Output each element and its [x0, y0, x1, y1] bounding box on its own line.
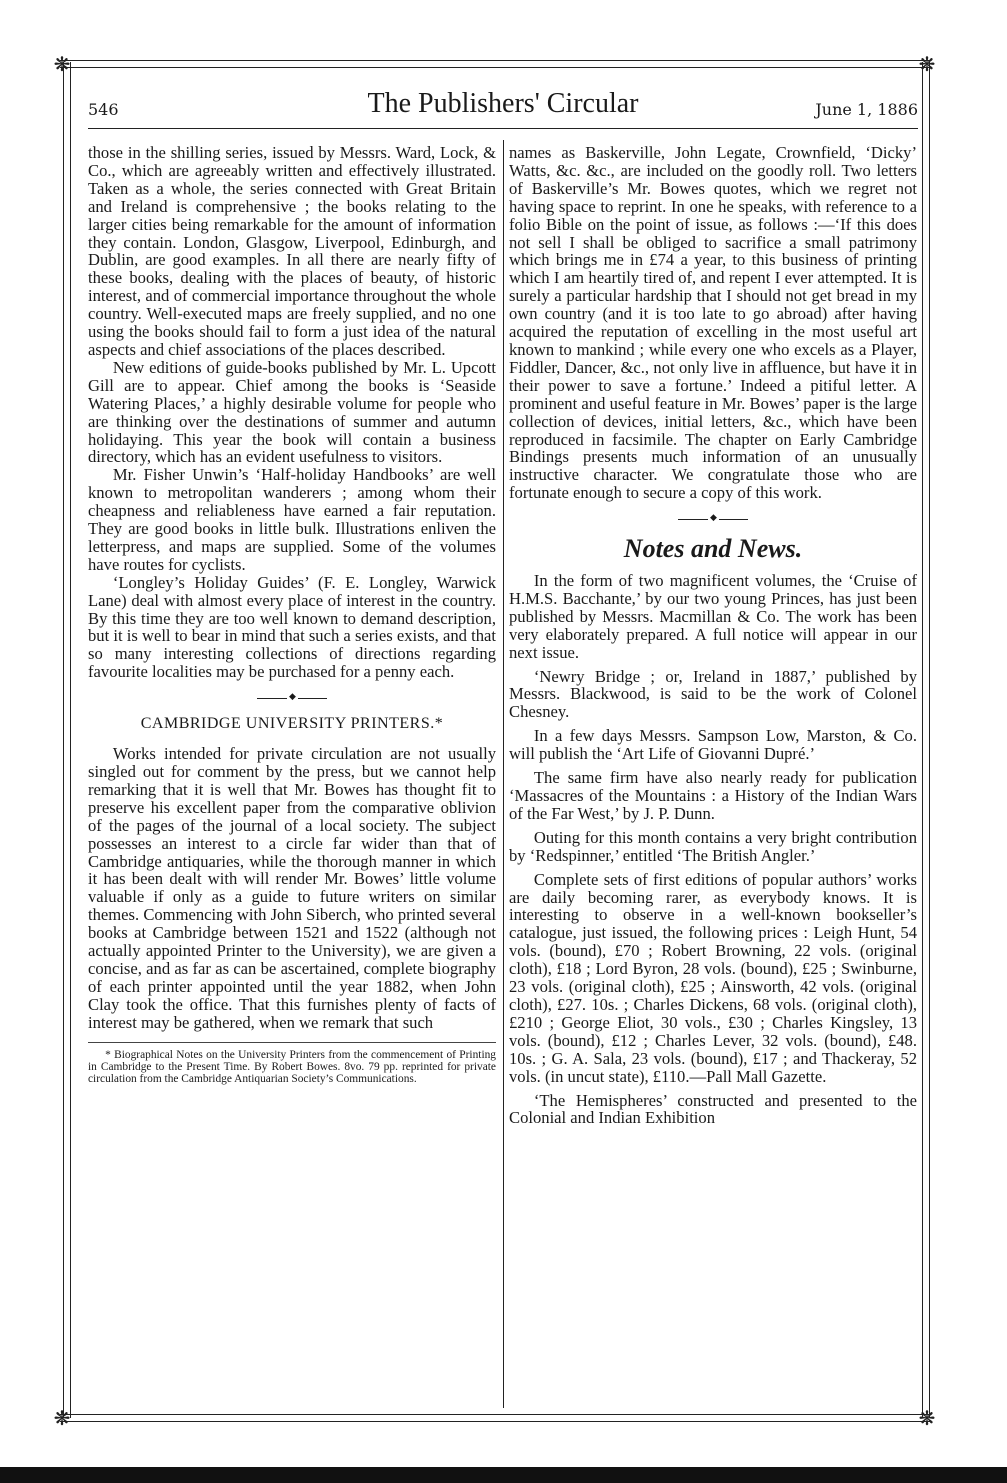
paragraph: names as Baskerville, John Legate, Crownfield, ‘Dicky’ Watts, &c. &c., are included on the goodly roll. Two letters of Baskerville’s Mr. Bowes quotes, which we regret not having space to reprint. In one he speaks, with reference to a folio Bible on the point of issue, as follows :—‘If this does not sell I shall be obliged to sacrifice a small patrimony which brings me in £74 a year, to this business of printing which I am heartily tired of, and repent I ever attempted. It is surely a particular hardship that I should not get bread in my own country (and it is too late to go abroad) after having acquired the reputation of excelling in the most useful art known to mankind ; while every one who excels as a Player, Fiddler, Dancer, &c., not only live in affluence, but have it in their power to save a fortune.’ Indeed a pitiful letter. A prominent and useful feature in Mr. Bowes’ paper is the large collection of devices, initial letters, &c., which have been reproduced in facsimile. The chapter on Early Cambridge Bindings presents much information of an unusually instructive character. We congratulate those who are fortunate enough to secure a copy of this work.: [509, 143, 917, 503]
page-frame-right: [922, 62, 930, 1418]
scan-edge: [0, 1467, 1007, 1483]
right-column: [509, 144, 917, 1127]
issue-date: June 1, 1886: [815, 100, 918, 119]
paragraph: New editions of guide-books published by Mr. L. Upcott Gill are to appear. Chief among the books is ‘Seaside Watering Places,’ a highly desirable volume for people who are thinking over the destinations of summer and autumn holidaying. This year the book will contain a business directory, which has an evident usefulness to visitors.: [88, 357, 496, 467]
page-header: [88, 88, 918, 122]
paragraph: Works intended for private circulation are not usually singled out for comment by the press, but we cannot help remarking that it is well that Mr. Bowes has thought fit to preserve his excellent paper from the comparative oblivion of the pages of the journal of a local society. The subject possesses an interest to a circle far wider than that of Cambridge antiquaries, while the thorough manner in which it has been dealt with will render Mr. Bowes’ little volume valuable if only as a guide to future writers on similar themes. Commencing with John Siberch, who printed several books at Cambridge between 1521 and 1522 (although not actually appointed Printer to the University), we are given a concise, and as far as can be ascertained, complete biography of each printer appointed until the year 1882, when John Clay took the office. That this furnishes plenty of facts of interest may be gathered, when we remark that such: [88, 744, 496, 1032]
section-heading: CAMBRIDGE UNIVERSITY PRINTERS.*: [140, 715, 444, 733]
column-rule: [503, 140, 504, 1408]
left-column: [88, 144, 496, 1085]
section-divider: [88, 693, 496, 701]
page-frame-bottom: [60, 1414, 930, 1422]
section-divider: [509, 514, 917, 522]
section-heading: Notes and News.: [623, 534, 803, 564]
paragraph: ‘The Hemispheres’ constructed and presented to the Colonial and Indian Exhibition: [509, 1090, 917, 1128]
page-frame-left: [63, 62, 71, 1418]
paragraph: ‘Longley’s Holiday Guides’ (F. E. Longley, Warwick Lane) deal with almost every place of interest in the country. By this time they are too well known to demand description, but it is well to bear in mind that such a series exists, and that so many interesting collections of directions regarding favourite localities may be purchased for a penny each.: [88, 572, 496, 682]
paragraph: In a few days Messrs. Sampson Low, Marston, & Co. will publish the ‘Art Life of Giovanni Dupré.’: [509, 726, 917, 764]
corner-ornament-icon: ❋: [918, 52, 936, 76]
paragraph: ‘Newry Bridge ; or, Ireland in 1887,’ published by Messrs. Blackwood, is said to be the work of Colonel Chesney.: [509, 666, 917, 722]
page-frame-top: [60, 60, 930, 68]
header-rule: [88, 128, 918, 129]
footnote: * Biographical Notes on the University Printers from the commencement of Printing in Cambridge to the Present Time. By Robert Bowes. 8vo. 79 pp. reprinted for private circulation from the Cambridge Antiquarian Society’s Communications.: [88, 1048, 496, 1085]
corner-ornament-icon: ❋: [53, 1406, 71, 1430]
paragraph: In the form of two magnificent volumes, the ‘Cruise of H.M.S. Bacchante,’ by our two young Princes, has just been published by Messrs. Macmillan & Co. The work has been very elaborately prepared. A full notice will appear in our next issue.: [509, 571, 917, 662]
paragraph: Mr. Fisher Unwin’s ‘Half-holiday Handbooks’ are well known to metropolitan wanderers ; among whom their cheapness and reliableness have earned a fair reputation. They are good books in little bulk. Illustrations enliven the letterpress, and maps are supplied. Some of the volumes have routes for cyclists.: [88, 465, 496, 574]
paragraph: those in the shilling series, issued by Messrs. Ward, Lock, & Co., which are agreeably written and effectively illustrated. Taken as a whole, the series connected with Great Britain and Ireland is comprehensive ; the books relating to the larger cities being remarkable for the amount of information they contain. London, Glasgow, Liverpool, Edinburgh, and Dublin, are good examples. In all there are nearly fifty of these books, dealing with the places of beauty, of historic interest, and of commercial importance throughout the whole country. Well-executed maps are freely supplied, and no one using the books should fail to form a just idea of the natural aspects and chief associations of the places described.: [88, 143, 496, 359]
page-number: 546: [88, 100, 119, 119]
corner-ornament-icon: ❋: [53, 52, 71, 76]
footnote-rule: [88, 1042, 496, 1043]
paragraph: Complete sets of first editions of popular authors’ works are daily becoming rarer, as everybody knows. It is interesting to observe in a well-known bookseller’s catalogue, just issued, the following prices : Leigh Hunt, 54 vols. (bound), £70 ; Robert Browning, 22 vols. (original cloth), £18 ; Lord Byron, 28 vols. (bound), £25 ; Swinburne, 23 vols. (original cloth), £25 ; Ainsworth, 42 vols. (original cloth), £27. 10s. ; Charles Dickens, 68 vols. (original cloth), £210 ; George Eliot, 30 vols., £30 ; Charles Kingsley, 13 vols. (bound), £12 ; Charles Lever, 32 vols. (bound), £48. 10s. ; G. A. Sala, 23 vols. (bound), £17 ; and Thackeray, 52 vols. (in uncut state), £110.—Pall Mall Gazette.: [509, 869, 917, 1086]
corner-ornament-icon: ❋: [918, 1406, 936, 1430]
running-title: The Publishers' Circular: [367, 88, 639, 119]
paragraph: The same firm have also nearly ready for publication ‘Massacres of the Mountains : a History of the Indian Wars of the Far West,’ by J. P. Dunn.: [509, 768, 917, 823]
paragraph: Outing for this month contains a very bright contribution by ‘Redspinner,’ entitled ‘The British Angler.’: [509, 827, 917, 865]
